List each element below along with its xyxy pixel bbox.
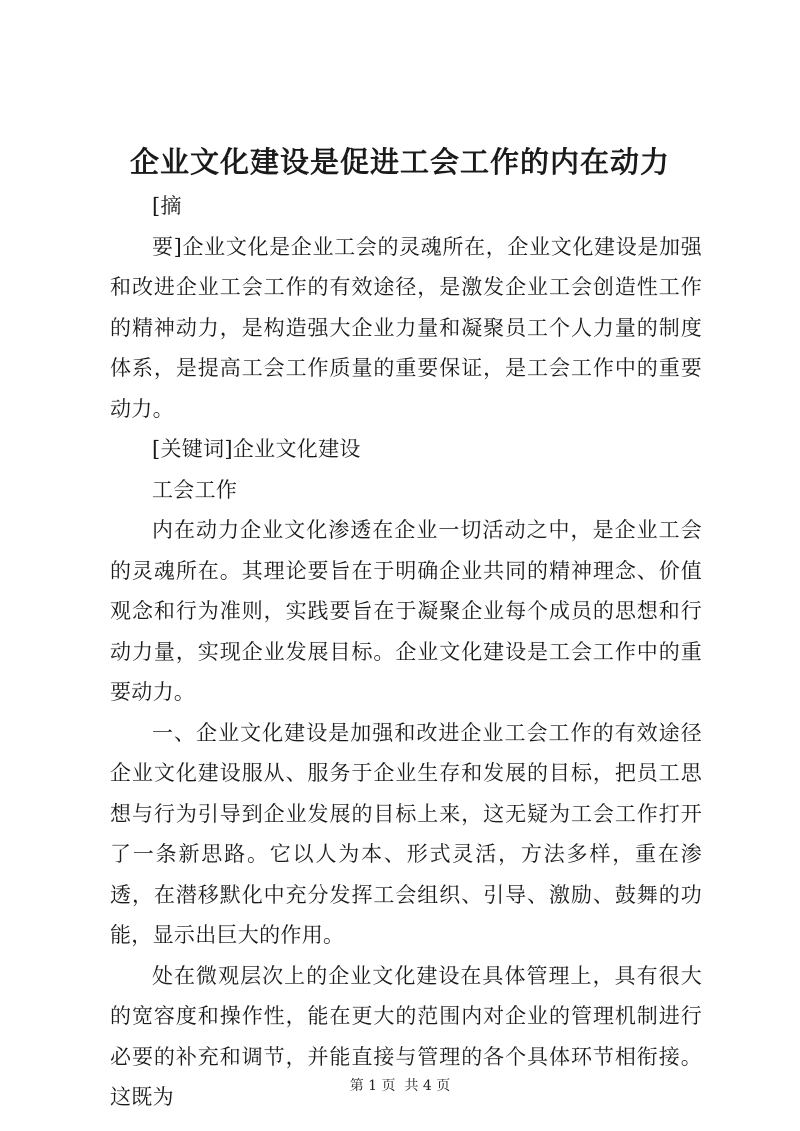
paragraph-abstract-label: [摘	[152, 194, 182, 218]
paragraph-intro: 内在动力企业文化渗透在企业一切活动之中，是企业工会的灵魂所在。其理论要旨在于明确企业共同的精神理念、价值观念和行为准则，实践要旨在于凝聚企业每个成员的思想和行动力量，实现企业发展目标。企业文化建设是工会工作中的重要动力。	[110, 518, 702, 704]
paragraph-abstract: 要]企业文化是企业工会的灵魂所在，企业文化建设是加强和改进企业工会工作的有效途径，是激发企业工会创造性工作的精神动力，是构造强大企业力量和凝聚员工个人力量的制度体系，是提高工会工作质量的重要保证，是工会工作中的重要动力。	[110, 234, 702, 421]
paragraph-keyword-union-work: 工会工作	[152, 477, 238, 502]
page-number-label: 第 1 页 共 4 页	[349, 1078, 451, 1094]
paragraph-micro-level: 处在微观层次上的企业文化建设在具体管理上，具有很大的宽容度和操作性，能在更大的范围内对企业的管理机制进行必要的补充和调节，并能直接与管理的各个具体环节相衔接。这既为	[110, 963, 702, 1109]
page-footer	[0, 1076, 800, 1096]
paragraph-keywords: [关键词]企业文化建设	[152, 437, 361, 461]
document-title: 企业文化建设是促进工会工作的内在动力	[129, 145, 670, 179]
document-body	[110, 186, 702, 1118]
paragraph-section-one: 一、企业文化建设是加强和改进企业工会工作的有效途径企业文化建设服从、服务于企业生存和发展的目标，把员工思想与行为引导到企业发展的目标上来，这无疑为工会工作打开了一条新思路。它以人为本、形式灵活，方法多样，重在渗透，在潜移默化中充分发挥工会组织、引导、激励、鼓舞的功能，显示出巨大的作用。	[110, 720, 702, 947]
